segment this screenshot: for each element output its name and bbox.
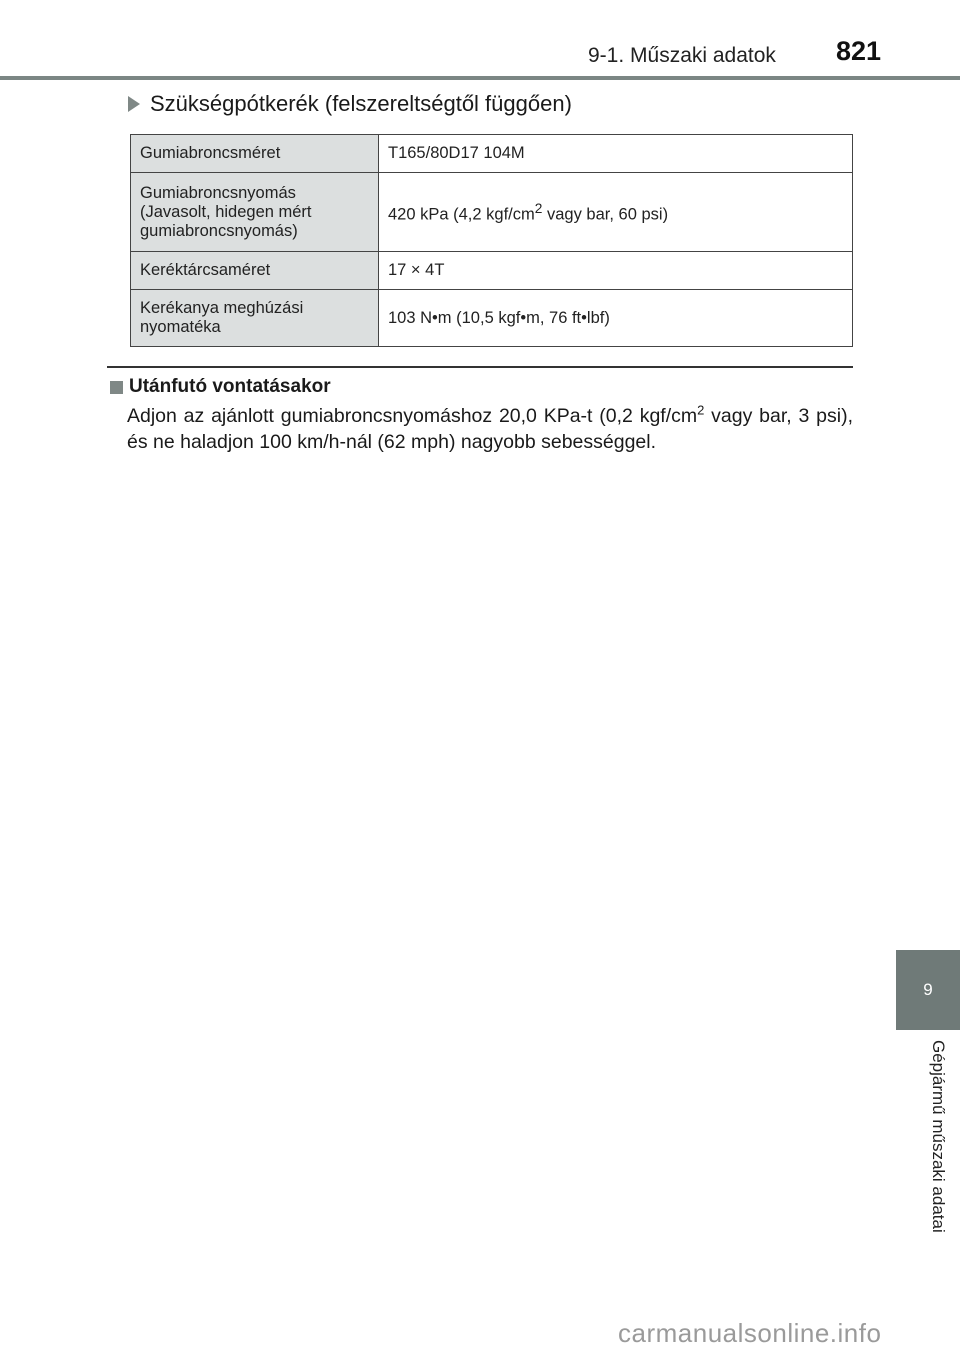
row-label: Keréktárcsaméret [131,252,379,290]
watermark: carmanualsonline.info [618,1318,882,1348]
triangle-bullet-icon [128,96,140,112]
body-superscript: 2 [697,402,705,418]
spare-wheel-spec-table [130,134,853,347]
page-number: 821 [836,36,882,66]
heading-text: Szükségpótkerék (felszereltségtől függően) [150,91,572,116]
row-value [379,173,853,252]
table-row [131,290,853,347]
header-rule [0,76,960,80]
header-section-title: 9-1. Műszaki adatok [588,44,776,67]
trailer-body-text [127,403,853,455]
trailer-heading [110,376,331,398]
chapter-tab-label: Gépjármű műszaki adatai [929,1040,948,1233]
row-value: 103 N•m (10,5 kgf•m, 76 ft•lbf) [379,290,853,347]
body-text-part: Adjon az ajánlott gumiabroncsnyomáshoz 20,0 KPa-t (0,2 kgf/cm [127,405,698,427]
chapter-tab-number: 9 [896,950,960,1030]
spare-wheel-heading [128,91,572,117]
table-row [131,173,853,252]
row-value: 17 × 4T [379,252,853,290]
body-text-part: vagy bar, 3 psi), és ne haladjon 100 km/h-nál (62 mph) nagyobb sebességgel. [127,405,853,453]
row-label: Gumiabroncsméret [131,135,379,173]
section-rule [107,366,853,368]
row-label: Kerékanya meghúzási nyomatéka [131,290,379,347]
chapter-tab [896,1032,960,1332]
value-superscript: 2 [534,201,543,217]
row-value: T165/80D17 104M [379,135,853,173]
value-text: vagy bar, 60 psi) [542,205,669,224]
value-text: 420 kPa (4,2 kgf/cm [388,205,535,224]
square-bullet-icon [110,381,123,394]
row-label: Gumiabroncsnyomás (Javasolt, hidegen mért gumiabroncsnyomás) [131,173,379,252]
trailer-title: Utánfutó vontatásakor [129,376,331,397]
table-row [131,252,853,290]
table-row [131,135,853,173]
